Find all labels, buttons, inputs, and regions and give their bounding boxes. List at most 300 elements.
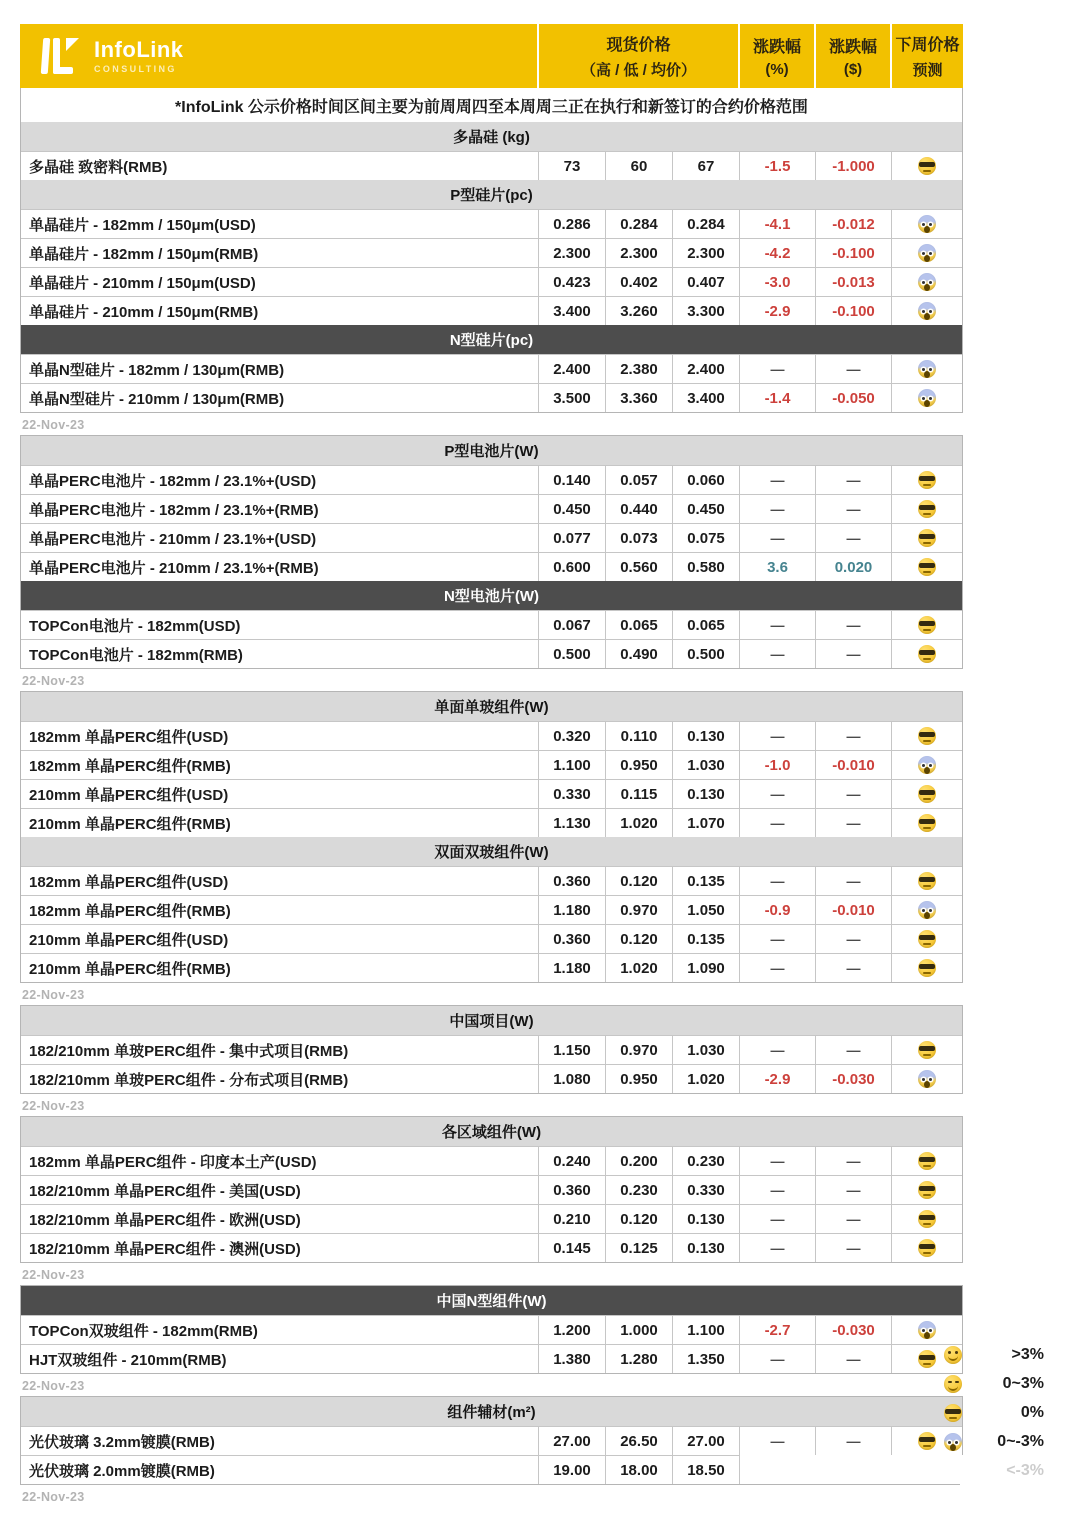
low-price: 18.00 bbox=[605, 1455, 672, 1484]
avg-price: 0.330 bbox=[672, 1175, 739, 1204]
change-pct: -1.5 bbox=[739, 151, 815, 180]
sunglasses-emoji-icon bbox=[918, 959, 936, 977]
table-row bbox=[21, 151, 962, 180]
change-usd: -0.010 bbox=[815, 750, 891, 779]
table-row bbox=[21, 1344, 962, 1373]
forecast-label: 下周价格 bbox=[895, 37, 960, 54]
change-usd: — bbox=[815, 866, 891, 895]
high-price: 0.500 bbox=[538, 639, 605, 668]
scream-emoji-icon bbox=[918, 360, 936, 378]
change-usd: — bbox=[815, 494, 891, 523]
high-price: 1.080 bbox=[538, 1064, 605, 1093]
table-row bbox=[21, 808, 962, 837]
forecast-legend bbox=[944, 1340, 1074, 1485]
item-name: 182/210mm 单晶PERC组件 - 澳洲(USD) bbox=[21, 1233, 538, 1262]
item-name: 单晶硅片 - 182mm / 150μm(USD) bbox=[21, 209, 538, 238]
change-pct: 3.6 bbox=[739, 552, 815, 581]
table-row bbox=[21, 465, 962, 494]
item-name: 单晶硅片 - 210mm / 150μm(RMB) bbox=[21, 296, 538, 325]
sunglasses-emoji-icon bbox=[918, 1350, 936, 1368]
table-row bbox=[21, 1455, 962, 1484]
item-name: 210mm 单晶PERC组件(RMB) bbox=[21, 953, 538, 982]
high-price: 27.00 bbox=[538, 1426, 605, 1455]
high-price: 0.360 bbox=[538, 924, 605, 953]
low-price: 0.560 bbox=[605, 552, 672, 581]
avg-price: 1.100 bbox=[672, 1315, 739, 1344]
change-pct: -3.0 bbox=[739, 267, 815, 296]
avg-price: 0.450 bbox=[672, 494, 739, 523]
change-pct: — bbox=[739, 1344, 815, 1373]
low-price: 1.000 bbox=[605, 1315, 672, 1344]
item-name: 多晶硅 致密料(RMB) bbox=[21, 151, 538, 180]
big-smile-emoji-icon bbox=[944, 1346, 962, 1364]
sunglasses-emoji-icon bbox=[918, 500, 936, 518]
change-pct: — bbox=[739, 1146, 815, 1175]
high-price: 0.145 bbox=[538, 1233, 605, 1262]
avg-price: 2.300 bbox=[672, 238, 739, 267]
change-pct: — bbox=[739, 808, 815, 837]
forecast bbox=[891, 465, 962, 494]
change-pct: — bbox=[739, 1035, 815, 1064]
item-name: 单晶N型硅片 - 210mm / 130μm(RMB) bbox=[21, 383, 538, 412]
low-price: 0.110 bbox=[605, 721, 672, 750]
avg-price: 3.300 bbox=[672, 296, 739, 325]
table-row bbox=[21, 750, 962, 779]
change-usd: — bbox=[815, 354, 891, 383]
high-price: 0.210 bbox=[538, 1204, 605, 1233]
low-price: 0.057 bbox=[605, 465, 672, 494]
avg-price: 1.070 bbox=[672, 808, 739, 837]
avg-price: 1.030 bbox=[672, 750, 739, 779]
change-usd: — bbox=[815, 465, 891, 494]
avg-price: 0.407 bbox=[672, 267, 739, 296]
table-row bbox=[21, 267, 962, 296]
low-price: 0.120 bbox=[605, 866, 672, 895]
change-usd: — bbox=[815, 639, 891, 668]
sunglasses-emoji-icon bbox=[918, 1239, 936, 1257]
item-name: 单晶N型硅片 - 182mm / 130μm(RMB) bbox=[21, 354, 538, 383]
table-row bbox=[21, 639, 962, 668]
forecast bbox=[891, 721, 962, 750]
low-price: 0.970 bbox=[605, 1035, 672, 1064]
forecast bbox=[891, 779, 962, 808]
low-price: 3.360 bbox=[605, 383, 672, 412]
price-report-page bbox=[20, 24, 963, 1507]
sunglasses-emoji-icon bbox=[918, 616, 936, 634]
table-row bbox=[21, 1035, 962, 1064]
legend-label: 0% bbox=[1020, 1403, 1044, 1421]
high-price: 3.400 bbox=[538, 296, 605, 325]
logo-brand-text: InfoLink bbox=[94, 36, 184, 62]
legend-item bbox=[944, 1340, 1074, 1369]
forecast bbox=[891, 1204, 962, 1233]
scream-emoji-icon bbox=[918, 1321, 936, 1339]
change-usd: -1.000 bbox=[815, 151, 891, 180]
change-usd: — bbox=[815, 1344, 891, 1373]
change-usd: — bbox=[815, 808, 891, 837]
low-price: 0.073 bbox=[605, 523, 672, 552]
avg-price: 67 bbox=[672, 151, 739, 180]
change-usd: -0.100 bbox=[815, 238, 891, 267]
item-name: 182/210mm 单晶PERC组件 - 美国(USD) bbox=[21, 1175, 538, 1204]
forecast bbox=[891, 523, 962, 552]
forecast bbox=[891, 267, 962, 296]
table-row bbox=[21, 1146, 962, 1175]
change-usd: — bbox=[815, 953, 891, 982]
change-pct: -2.9 bbox=[739, 1064, 815, 1093]
avg-price: 0.130 bbox=[672, 779, 739, 808]
avg-price: 2.400 bbox=[672, 354, 739, 383]
section-header: N型电池片(W) bbox=[21, 581, 962, 610]
change-usd: -0.050 bbox=[815, 383, 891, 412]
high-price: 0.286 bbox=[538, 209, 605, 238]
high-price: 0.600 bbox=[538, 552, 605, 581]
high-price: 1.380 bbox=[538, 1344, 605, 1373]
item-name: 182/210mm 单晶PERC组件 - 欧洲(USD) bbox=[21, 1204, 538, 1233]
high-price: 3.500 bbox=[538, 383, 605, 412]
change-usd bbox=[815, 1455, 891, 1484]
item-name: TOPCon电池片 - 182mm(RMB) bbox=[21, 639, 538, 668]
forecast bbox=[891, 1175, 962, 1204]
low-price: 3.260 bbox=[605, 296, 672, 325]
section-date: 22-Nov-23 bbox=[22, 988, 85, 1002]
avg-price: 0.075 bbox=[672, 523, 739, 552]
price-block bbox=[20, 691, 963, 983]
low-price: 0.115 bbox=[605, 779, 672, 808]
forecast bbox=[891, 494, 962, 523]
forecast bbox=[891, 866, 962, 895]
forecast bbox=[891, 1035, 962, 1064]
avg-price: 0.135 bbox=[672, 924, 739, 953]
price-block bbox=[20, 1005, 963, 1094]
change-pct: -4.1 bbox=[739, 209, 815, 238]
low-price: 0.284 bbox=[605, 209, 672, 238]
column-header-change-usd bbox=[814, 24, 890, 88]
high-price: 0.320 bbox=[538, 721, 605, 750]
sunglasses-emoji-icon bbox=[918, 1432, 936, 1450]
avg-price: 0.065 bbox=[672, 610, 739, 639]
low-price: 0.970 bbox=[605, 895, 672, 924]
low-price: 26.50 bbox=[605, 1426, 672, 1455]
high-price: 1.180 bbox=[538, 895, 605, 924]
item-name: 210mm 单晶PERC组件(RMB) bbox=[21, 808, 538, 837]
item-name: 单晶PERC电池片 - 182mm / 23.1%+(RMB) bbox=[21, 494, 538, 523]
table-row bbox=[21, 354, 962, 383]
change-usd: — bbox=[815, 1426, 891, 1455]
table-row bbox=[21, 1233, 962, 1262]
low-price: 0.402 bbox=[605, 267, 672, 296]
forecast bbox=[891, 238, 962, 267]
price-block bbox=[20, 1396, 963, 1485]
legend-item bbox=[944, 1369, 1074, 1398]
low-price: 0.230 bbox=[605, 1175, 672, 1204]
item-name: 182mm 单晶PERC组件(USD) bbox=[21, 721, 538, 750]
item-name: 182/210mm 单玻PERC组件 - 分布式项目(RMB) bbox=[21, 1064, 538, 1093]
high-price: 0.360 bbox=[538, 1175, 605, 1204]
scream-emoji-icon bbox=[918, 389, 936, 407]
forecast bbox=[891, 1233, 962, 1262]
item-name: 单晶PERC电池片 - 210mm / 23.1%+(USD) bbox=[21, 523, 538, 552]
high-price: 2.400 bbox=[538, 354, 605, 383]
price-period-note: *InfoLink 公示价格时间区间主要为前周周四至本周周三正在执行和新签订的合约价格范围 bbox=[20, 88, 963, 122]
table-header-banner bbox=[20, 24, 963, 88]
change-pct: — bbox=[739, 779, 815, 808]
sunglasses-emoji-icon bbox=[918, 645, 936, 663]
table-row bbox=[21, 895, 962, 924]
avg-price: 0.135 bbox=[672, 866, 739, 895]
table-row bbox=[21, 523, 962, 552]
legend-label: 0~-3% bbox=[997, 1432, 1044, 1450]
section-header: 多晶硅 (kg) bbox=[21, 122, 962, 151]
forecast bbox=[891, 296, 962, 325]
section-date: 22-Nov-23 bbox=[22, 1268, 85, 1282]
table-row bbox=[21, 924, 962, 953]
forecast bbox=[891, 151, 962, 180]
infolink-logo-icon bbox=[42, 36, 84, 76]
section-header: N型硅片(pc) bbox=[21, 325, 962, 354]
forecast bbox=[891, 750, 962, 779]
table-row bbox=[21, 866, 962, 895]
forecast bbox=[891, 383, 962, 412]
scream-emoji-icon bbox=[918, 901, 936, 919]
low-price: 1.280 bbox=[605, 1344, 672, 1373]
change-pct-label: 涨跌幅 bbox=[752, 39, 801, 56]
change-pct: — bbox=[739, 1426, 815, 1455]
sunglasses-emoji-icon bbox=[944, 1404, 962, 1422]
high-price: 0.140 bbox=[538, 465, 605, 494]
section-date: 22-Nov-23 bbox=[22, 1099, 85, 1113]
section-header: 单面单玻组件(W) bbox=[21, 692, 962, 721]
scream-emoji-icon bbox=[918, 273, 936, 291]
table-row bbox=[21, 721, 962, 750]
change-pct: — bbox=[739, 953, 815, 982]
section-date: 22-Nov-23 bbox=[22, 418, 85, 432]
avg-price: 0.230 bbox=[672, 1146, 739, 1175]
change-usd: — bbox=[815, 1175, 891, 1204]
forecast bbox=[891, 354, 962, 383]
spot-price-sublabel: （高 / 低 / 均价） bbox=[580, 62, 696, 79]
avg-price: 18.50 bbox=[672, 1455, 739, 1484]
forecast-sublabel: 预测 bbox=[912, 62, 943, 79]
legend-label: 0~3% bbox=[1002, 1374, 1044, 1392]
change-usd: — bbox=[815, 721, 891, 750]
item-name: 单晶PERC电池片 - 182mm / 23.1%+(USD) bbox=[21, 465, 538, 494]
item-name: 单晶PERC电池片 - 210mm / 23.1%+(RMB) bbox=[21, 552, 538, 581]
sunglasses-emoji-icon bbox=[918, 930, 936, 948]
sunglasses-emoji-icon bbox=[918, 727, 936, 745]
forecast bbox=[891, 552, 962, 581]
low-price: 1.020 bbox=[605, 808, 672, 837]
spot-price-label: 现货价格 bbox=[606, 37, 671, 54]
avg-price: 0.500 bbox=[672, 639, 739, 668]
section-date: 22-Nov-23 bbox=[22, 1490, 85, 1504]
logo-sub-text: CONSULTING bbox=[94, 63, 177, 74]
high-price: 0.077 bbox=[538, 523, 605, 552]
price-block bbox=[20, 435, 963, 669]
column-header-change-pct bbox=[738, 24, 814, 88]
table-row bbox=[21, 1064, 962, 1093]
legend-item bbox=[944, 1456, 1074, 1485]
high-price: 1.150 bbox=[538, 1035, 605, 1064]
change-usd-sublabel: ($) bbox=[843, 61, 863, 78]
high-price: 1.180 bbox=[538, 953, 605, 982]
section-header: P型硅片(pc) bbox=[21, 180, 962, 209]
low-price: 0.120 bbox=[605, 1204, 672, 1233]
logo-cell bbox=[20, 24, 537, 88]
change-pct: — bbox=[739, 1233, 815, 1262]
legend-label: <-3% bbox=[1006, 1461, 1044, 1479]
change-usd: -0.013 bbox=[815, 267, 891, 296]
section-header: 组件辅材(m²) bbox=[21, 1397, 962, 1426]
table-row bbox=[21, 383, 962, 412]
item-name: 光伏玻璃 2.0mm镀膜(RMB) bbox=[21, 1455, 538, 1484]
high-price: 1.130 bbox=[538, 808, 605, 837]
avg-price: 0.060 bbox=[672, 465, 739, 494]
avg-price: 1.350 bbox=[672, 1344, 739, 1373]
low-price: 2.300 bbox=[605, 238, 672, 267]
change-usd: — bbox=[815, 610, 891, 639]
change-pct: — bbox=[739, 721, 815, 750]
table-row bbox=[21, 1175, 962, 1204]
item-name: 210mm 单晶PERC组件(USD) bbox=[21, 779, 538, 808]
legend-label: >3% bbox=[1011, 1345, 1044, 1363]
high-price: 0.450 bbox=[538, 494, 605, 523]
sunglasses-emoji-icon bbox=[918, 1152, 936, 1170]
scream-emoji-icon bbox=[918, 302, 936, 320]
high-price: 0.330 bbox=[538, 779, 605, 808]
change-usd: — bbox=[815, 779, 891, 808]
legend-emoji-placeholder bbox=[944, 1462, 962, 1480]
change-pct: — bbox=[739, 354, 815, 383]
avg-price: 0.580 bbox=[672, 552, 739, 581]
item-name: 210mm 单晶PERC组件(USD) bbox=[21, 924, 538, 953]
high-price: 73 bbox=[538, 151, 605, 180]
change-pct: — bbox=[739, 465, 815, 494]
avg-price: 3.400 bbox=[672, 383, 739, 412]
change-pct: -2.9 bbox=[739, 296, 815, 325]
item-name: HJT双玻组件 - 210mm(RMB) bbox=[21, 1344, 538, 1373]
sunglasses-emoji-icon bbox=[918, 872, 936, 890]
avg-price: 1.030 bbox=[672, 1035, 739, 1064]
table-row bbox=[21, 1315, 962, 1344]
change-usd: — bbox=[815, 924, 891, 953]
high-price: 0.067 bbox=[538, 610, 605, 639]
low-price: 0.950 bbox=[605, 1064, 672, 1093]
change-pct: — bbox=[739, 924, 815, 953]
low-price: 0.440 bbox=[605, 494, 672, 523]
avg-price: 0.130 bbox=[672, 1204, 739, 1233]
high-price: 1.200 bbox=[538, 1315, 605, 1344]
avg-price: 1.020 bbox=[672, 1064, 739, 1093]
low-price: 0.065 bbox=[605, 610, 672, 639]
avg-price: 0.130 bbox=[672, 721, 739, 750]
change-pct: -1.4 bbox=[739, 383, 815, 412]
scream-emoji-icon bbox=[918, 215, 936, 233]
change-usd: — bbox=[815, 1146, 891, 1175]
change-pct: -4.2 bbox=[739, 238, 815, 267]
table-row bbox=[21, 209, 962, 238]
scream-emoji-icon bbox=[918, 1070, 936, 1088]
item-name: 182mm 单晶PERC组件(RMB) bbox=[21, 895, 538, 924]
low-price: 2.380 bbox=[605, 354, 672, 383]
forecast bbox=[891, 953, 962, 982]
high-price: 19.00 bbox=[538, 1455, 605, 1484]
legend-item bbox=[944, 1398, 1074, 1427]
change-usd: 0.020 bbox=[815, 552, 891, 581]
table-row bbox=[21, 552, 962, 581]
change-pct: — bbox=[739, 1204, 815, 1233]
change-usd: -0.030 bbox=[815, 1064, 891, 1093]
high-price: 2.300 bbox=[538, 238, 605, 267]
item-name: 182mm 单晶PERC组件(USD) bbox=[21, 866, 538, 895]
table-row bbox=[21, 296, 962, 325]
item-name: TOPCon电池片 - 182mm(USD) bbox=[21, 610, 538, 639]
change-usd: -0.100 bbox=[815, 296, 891, 325]
low-price: 0.125 bbox=[605, 1233, 672, 1262]
change-usd: -0.030 bbox=[815, 1315, 891, 1344]
scream-emoji-icon bbox=[918, 244, 936, 262]
low-price: 60 bbox=[605, 151, 672, 180]
infolink-logo bbox=[42, 36, 184, 76]
avg-price: 0.130 bbox=[672, 1233, 739, 1262]
change-pct: — bbox=[739, 1175, 815, 1204]
column-header-forecast bbox=[890, 24, 963, 88]
low-price: 0.200 bbox=[605, 1146, 672, 1175]
table-row bbox=[21, 494, 962, 523]
table-row bbox=[21, 1426, 962, 1455]
avg-price: 27.00 bbox=[672, 1426, 739, 1455]
price-block bbox=[20, 122, 963, 413]
smile-emoji-icon bbox=[944, 1375, 962, 1393]
avg-price: 1.050 bbox=[672, 895, 739, 924]
section-header: 中国项目(W) bbox=[21, 1006, 962, 1035]
change-usd: — bbox=[815, 523, 891, 552]
high-price: 0.360 bbox=[538, 866, 605, 895]
sunglasses-emoji-icon bbox=[918, 1181, 936, 1199]
item-name: 182/210mm 单玻PERC组件 - 集中式项目(RMB) bbox=[21, 1035, 538, 1064]
change-usd: — bbox=[815, 1233, 891, 1262]
sunglasses-emoji-icon bbox=[918, 785, 936, 803]
sunglasses-emoji-icon bbox=[918, 1210, 936, 1228]
change-pct-sublabel: (%) bbox=[765, 61, 789, 78]
low-price: 0.120 bbox=[605, 924, 672, 953]
sunglasses-emoji-icon bbox=[918, 529, 936, 547]
sunglasses-emoji-icon bbox=[918, 1041, 936, 1059]
low-price: 0.490 bbox=[605, 639, 672, 668]
avg-price: 1.090 bbox=[672, 953, 739, 982]
price-block bbox=[20, 1116, 963, 1263]
section-header: P型电池片(W) bbox=[21, 436, 962, 465]
forecast bbox=[891, 1146, 962, 1175]
forecast bbox=[891, 808, 962, 837]
change-pct: -2.7 bbox=[739, 1315, 815, 1344]
change-usd: — bbox=[815, 1035, 891, 1064]
section-header: 双面双玻组件(W) bbox=[21, 837, 962, 866]
sunglasses-emoji-icon bbox=[918, 558, 936, 576]
change-usd: -0.010 bbox=[815, 895, 891, 924]
change-pct bbox=[739, 1455, 815, 1484]
price-block bbox=[20, 1285, 963, 1374]
scream-emoji-icon bbox=[918, 756, 936, 774]
change-pct: -0.9 bbox=[739, 895, 815, 924]
section-date: 22-Nov-23 bbox=[22, 1379, 85, 1393]
sunglasses-emoji-icon bbox=[918, 157, 936, 175]
low-price: 1.020 bbox=[605, 953, 672, 982]
high-price: 0.423 bbox=[538, 267, 605, 296]
forecast bbox=[891, 895, 962, 924]
forecast bbox=[891, 610, 962, 639]
high-price: 0.240 bbox=[538, 1146, 605, 1175]
